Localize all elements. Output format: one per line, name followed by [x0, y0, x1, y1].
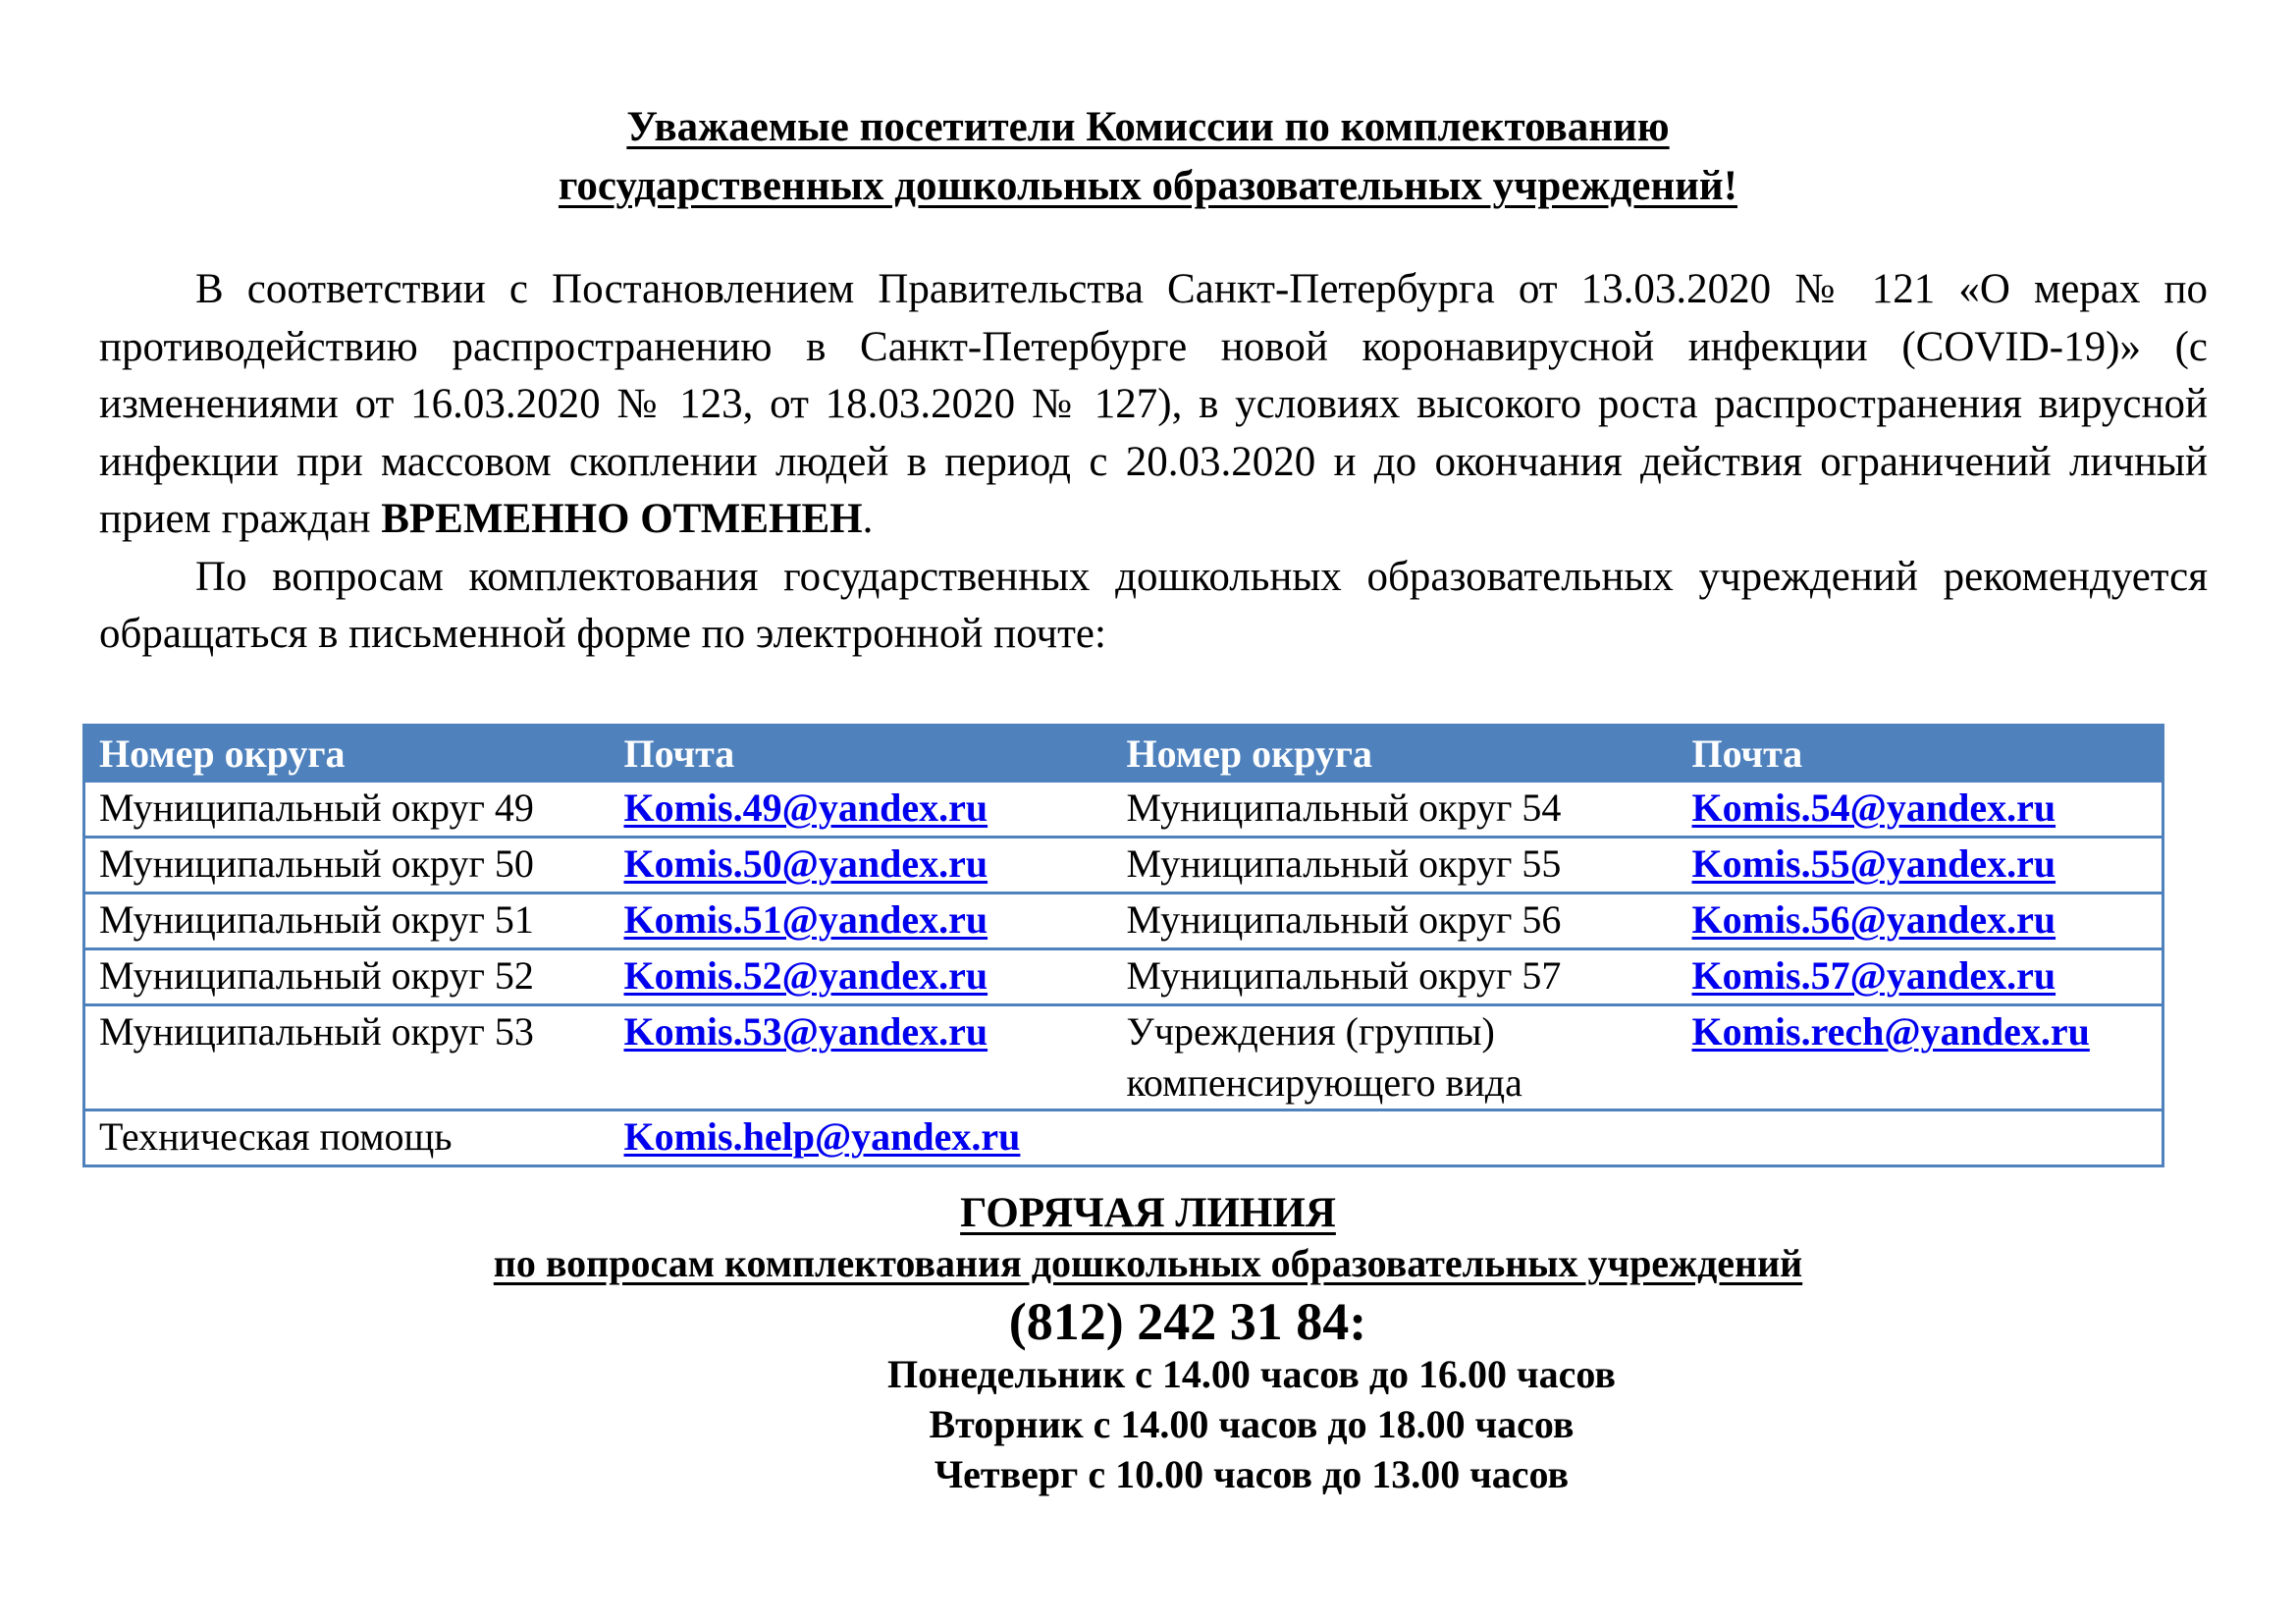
- table-row: [84, 949, 2163, 1005]
- table-row: [84, 838, 2163, 893]
- email-link[interactable]: Komis.49@yandex.ru: [623, 785, 988, 830]
- district-name: Муниципальный округ 54: [1113, 782, 1679, 838]
- cancelled-notice: ВРЕМЕННО ОТМЕНЕН: [381, 496, 863, 542]
- district-name: Муниципальный округ 56: [1113, 893, 1679, 949]
- paragraph-1-text: В соответствии с Постановлением Правительства Санкт-Петербурга от 13.03.2020 № 121 «О мерах по противодействию распространению в Санкт-Петербурге новой коронавирусной инфекции (COVID-19)» (с изменениями от 16.03.2020 № 123, от 18.03.2020 № 127), в условиях высокого роста распространения вирусной инфекции при массовом скоплении людей в период с 20.03.2020 и до окончания действия ограничений личный прием граждан: [99, 266, 2208, 542]
- district-name: Муниципальный округ 51: [84, 893, 611, 949]
- email-link[interactable]: Komis.50@yandex.ru: [623, 841, 988, 886]
- district-name: Муниципальный округ 50: [84, 838, 611, 893]
- paragraph-1: [99, 261, 2208, 549]
- email-link[interactable]: Komis.help@yandex.ru: [623, 1114, 1021, 1159]
- email-link[interactable]: Komis.53@yandex.ru: [623, 1009, 988, 1054]
- district-name: Муниципальный округ 53: [84, 1005, 611, 1110]
- schedule-line: Вторник с 14.00 часов до 18.00 часов: [929, 1402, 1575, 1446]
- schedule-line: Понедельник с 14.00 часов до 16.00 часов: [887, 1352, 1616, 1396]
- hotline-subtitle: по вопросам комплектования дошкольных образовательных учреждений: [493, 1241, 1803, 1285]
- paragraph-1-end: .: [862, 496, 874, 542]
- table-row: [84, 1110, 2163, 1166]
- table-row: [84, 893, 2163, 949]
- table-row: [84, 782, 2163, 838]
- column-header-district: Номер округа: [84, 726, 611, 782]
- title-line-1: Уважаемые посетители Комиссии по комплектованию: [626, 104, 1670, 150]
- table-header-row: [84, 726, 2163, 782]
- table-row: [84, 1005, 2163, 1110]
- hotline-title: ГОРЯЧАЯ ЛИНИЯ: [960, 1190, 1336, 1236]
- hotline-schedule: [0, 1349, 2296, 1499]
- page-title: [0, 98, 2296, 216]
- email-link[interactable]: Komis.51@yandex.ru: [623, 897, 988, 942]
- email-link[interactable]: Komis.57@yandex.ru: [1691, 953, 2056, 998]
- schedule-line: Четверг с 10.00 часов до 13.00 часов: [934, 1452, 1570, 1496]
- hotline-phone: (812) 242 31 84:: [1008, 1292, 1367, 1351]
- district-name: Муниципальный округ 57: [1113, 949, 1679, 1005]
- column-header-email: Почта: [1679, 726, 2163, 782]
- announcement-body: [99, 261, 2208, 664]
- district-name: Муниципальный округ 49: [84, 782, 611, 838]
- tech-support-label: Техническая помощь: [84, 1110, 611, 1166]
- email-link[interactable]: Komis.55@yandex.ru: [1691, 841, 2056, 886]
- email-link[interactable]: Komis.rech@yandex.ru: [1691, 1009, 2090, 1054]
- column-header-email: Почта: [611, 726, 1113, 782]
- email-link[interactable]: Komis.56@yandex.ru: [1691, 897, 2056, 942]
- contacts-table: [82, 724, 2164, 1167]
- district-name: Учреждения (группы) компенсирующего вида: [1113, 1005, 1679, 1110]
- paragraph-2: По вопросам комплектования государственных дошкольных образовательных учреждений рекомендуется обращаться в письменной форме по электронной почте:: [99, 553, 2208, 657]
- district-name: Муниципальный округ 52: [84, 949, 611, 1005]
- title-line-2: государственных дошкольных образовательных учреждений!: [558, 163, 1738, 209]
- district-name: Муниципальный округ 55: [1113, 838, 1679, 893]
- column-header-district: Номер округа: [1113, 726, 1679, 782]
- empty-cell: [1679, 1110, 2163, 1166]
- empty-cell: [1113, 1110, 1679, 1166]
- email-link[interactable]: Komis.52@yandex.ru: [623, 953, 988, 998]
- email-link[interactable]: Komis.54@yandex.ru: [1691, 785, 2056, 830]
